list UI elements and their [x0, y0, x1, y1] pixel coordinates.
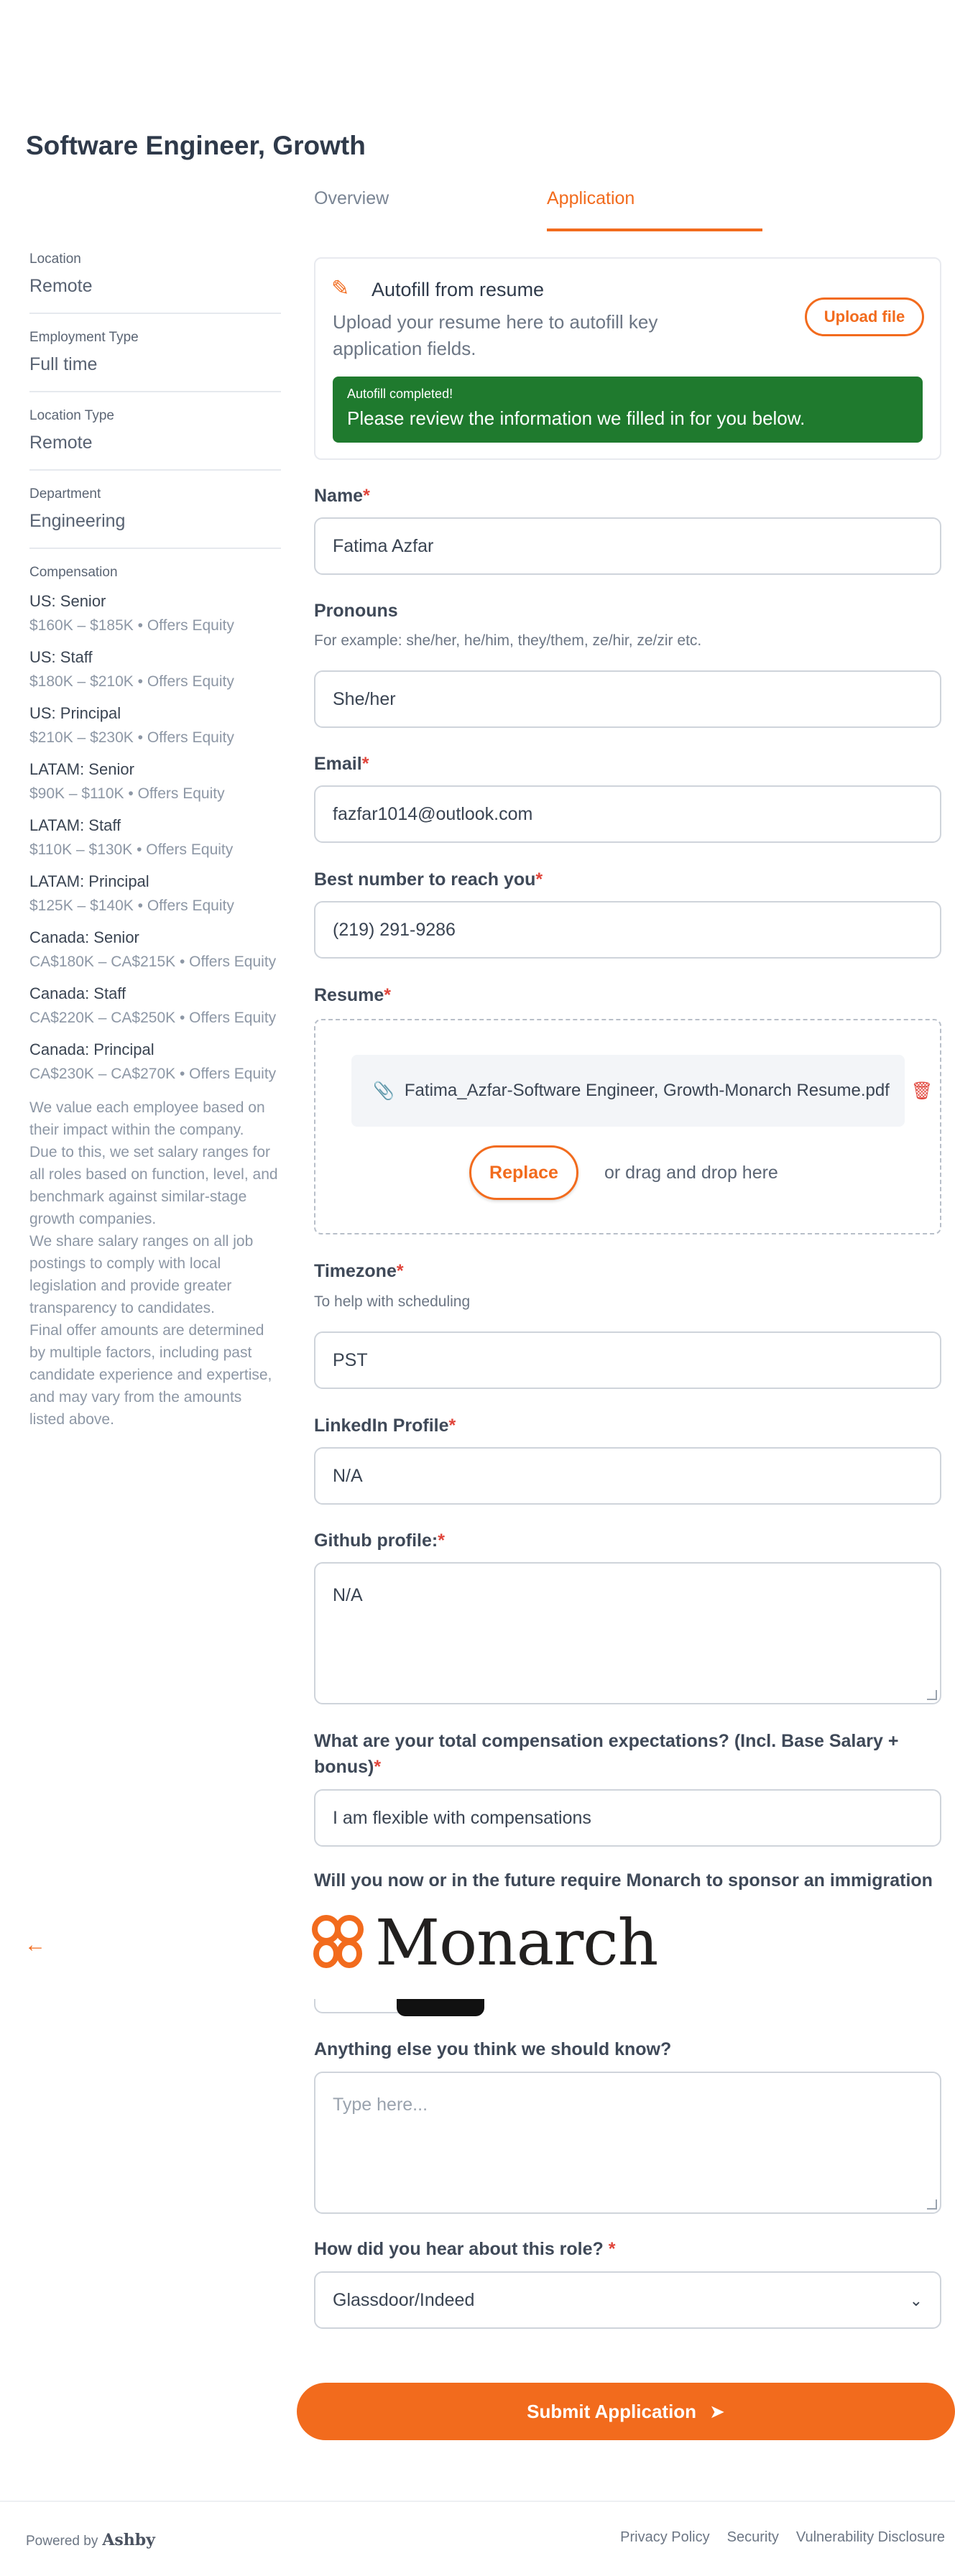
job-details-sidebar [29, 251, 281, 1431]
compensation-tier: Canada: Staff [29, 984, 126, 1002]
compensation-range: CA$180K – CA$215K • Offers Equity [29, 954, 277, 970]
drag-drop-text: or drag and drop here [604, 1163, 778, 1183]
tab-bar [314, 188, 942, 231]
compensation-item [29, 928, 281, 973]
compensation-item [29, 1040, 281, 1085]
compensation-item [29, 984, 281, 1029]
compensation-item [29, 648, 281, 693]
hear-about-select[interactable] [314, 2271, 941, 2329]
github-label: Github profile:* [314, 1531, 445, 1551]
employment-type-block [29, 330, 281, 392]
compensation-tier: Canada: Senior [29, 928, 139, 946]
sponsorship-label: Will you now or in the future require Monarch to sponsor an immigration [314, 1870, 933, 1891]
compensation-range: CA$220K – CA$250K • Offers Equity [29, 1010, 277, 1026]
anything-else-textarea[interactable] [314, 2072, 941, 2214]
compensation-expectations-label: What are your total compensation expectations? (Incl. Base Salary + bonus)* [314, 1731, 899, 1777]
phone-input[interactable]: (219) 291-9286 [314, 901, 941, 959]
pronouns-label: Pronouns [314, 601, 398, 621]
compensation-range: $180K – $210K • Offers Equity [29, 673, 234, 690]
linkedin-input[interactable]: N/A [314, 1447, 941, 1505]
page-title: Software Engineer, Growth [26, 131, 366, 160]
email-input[interactable]: fazfar1014@outlook.com [314, 785, 941, 843]
butterfly-icon [309, 1913, 366, 1971]
replace-button[interactable]: Replace [469, 1145, 578, 1200]
autofill-title: Autofill from resume [372, 279, 545, 300]
location-label: Location [29, 251, 81, 267]
location-type-block [29, 408, 281, 471]
submit-application-button[interactable] [297, 2383, 955, 2440]
compensation-range: $125K – $140K • Offers Equity [29, 897, 234, 914]
timezone-input[interactable]: PST [314, 1331, 941, 1389]
powered-by: Powered by Ashby [26, 2531, 155, 2549]
resume-label: Resume* [314, 985, 391, 1005]
employment-type-value: Full time [29, 354, 98, 374]
pronouns-hint: For example: she/her, he/him, they/them, ze/hir, ze/zir etc. [314, 632, 702, 649]
footer-links [620, 2529, 945, 2546]
back-arrow-icon[interactable]: ← [24, 1933, 46, 1957]
chevron-down-icon: ⌄ [909, 2291, 923, 2309]
compensation-tier: US: Staff [29, 648, 93, 666]
compensation-range: $110K – $130K • Offers Equity [29, 841, 234, 858]
pronouns-input[interactable]: She/her [314, 670, 941, 728]
banner-heading: Autofill completed! [347, 387, 453, 401]
compensation-range: $90K – $110K • Offers Equity [29, 785, 225, 802]
tab-application[interactable]: Application [547, 188, 635, 208]
timezone-label: Timezone* [314, 1261, 404, 1281]
compensation-range: $160K – $185K • Offers Equity [29, 617, 234, 634]
resume-dropzone[interactable] [314, 1019, 941, 1234]
compensation-range: CA$230K – CA$270K • Offers Equity [29, 1066, 277, 1082]
compensation-tier: LATAM: Principal [29, 872, 149, 890]
logo-wordmark: Monarch [375, 1905, 658, 1980]
resume-file-name: Fatima_Azfar-Software Engineer, Growth-Monarch Resume.pdf [404, 1081, 890, 1100]
compensation-block [29, 565, 281, 1431]
resize-grip-icon[interactable] [927, 1690, 937, 1700]
employment-type-label: Employment Type [29, 330, 139, 345]
hear-about-label: How did you hear about this role? * [314, 2239, 616, 2259]
paper-plane-icon: ➤ [709, 2400, 725, 2422]
magic-wand-icon: ✎ [331, 277, 350, 300]
department-block [29, 486, 281, 549]
compensation-item [29, 760, 281, 805]
paperclip-icon: 📎 [373, 1081, 395, 1101]
timezone-hint: To help with scheduling [314, 1293, 471, 1310]
name-label: Name* [314, 486, 370, 506]
anything-else-placeholder: Type here... [333, 2095, 428, 2115]
compensation-item [29, 872, 281, 917]
compensation-tier: LATAM: Senior [29, 760, 134, 778]
resize-grip-icon[interactable] [927, 2199, 937, 2210]
compensation-tier: US: Principal [29, 704, 121, 722]
dark-overlay-fragment [397, 1999, 484, 2016]
phone-label: Best number to reach you* [314, 869, 543, 890]
location-type-value: Remote [29, 433, 93, 453]
anything-else-label: Anything else you think we should know? [314, 2039, 672, 2059]
trash-icon[interactable]: 🗑 [910, 1081, 933, 1101]
location-type-label: Location Type [29, 408, 114, 423]
compensation-range: $210K – $230K • Offers Equity [29, 729, 234, 746]
compensation-tier: Canada: Principal [29, 1040, 154, 1058]
compensation-tier: US: Senior [29, 592, 106, 610]
security-link[interactable]: Security [726, 2529, 779, 2545]
location-value: Remote [29, 276, 93, 296]
upload-file-button[interactable]: Upload file [805, 297, 924, 336]
name-input[interactable]: Fatima Azfar [314, 517, 941, 575]
compensation-item [29, 704, 281, 749]
compensation-label: Compensation [29, 565, 118, 580]
tab-overview[interactable]: Overview [314, 188, 389, 208]
banner-message: Please review the information we filled in for you below. [347, 407, 806, 429]
vulnerability-disclosure-link[interactable]: Vulnerability Disclosure [795, 2529, 945, 2545]
active-tab-indicator [547, 228, 762, 231]
resume-file-chip [351, 1055, 933, 1127]
compensation-note: We value each employee based on their impact within the company. Due to this, we set salary ranges for all roles based on function, level, and benchmark against similar-stage growth companies. We share salary ranges on all job postings to comply with local legislation and provide greater transparency to candidates. Final offer amounts are determined by multiple factors, including past candidate experience and expertise, and may vary from the amounts listed above. [29, 1099, 278, 1428]
linkedin-label: LinkedIn Profile* [314, 1416, 456, 1436]
location-block [29, 251, 281, 314]
github-textarea[interactable] [314, 1562, 941, 1704]
submit-label: Submit Application [527, 2400, 697, 2422]
department-label: Department [29, 486, 101, 502]
compensation-item [29, 816, 281, 861]
autofill-description: Upload your resume here to autofill key application fields. [333, 311, 658, 359]
compensation-input[interactable]: I am flexible with compensations [314, 1789, 941, 1847]
autofill-success-banner [333, 377, 923, 443]
autofill-panel [314, 257, 941, 460]
monarch-logo [309, 1905, 658, 1980]
department-value: Engineering [29, 511, 126, 531]
ashby-logo[interactable]: Ashby [102, 2531, 155, 2549]
compensation-tier: LATAM: Staff [29, 816, 121, 834]
hear-about-value: Glassdoor/Indeed [333, 2289, 475, 2310]
compensation-item [29, 592, 281, 637]
email-label: Email* [314, 754, 369, 774]
github-value: N/A [333, 1585, 363, 1605]
privacy-policy-link[interactable]: Privacy Policy [620, 2529, 710, 2545]
footer [0, 2501, 955, 2576]
